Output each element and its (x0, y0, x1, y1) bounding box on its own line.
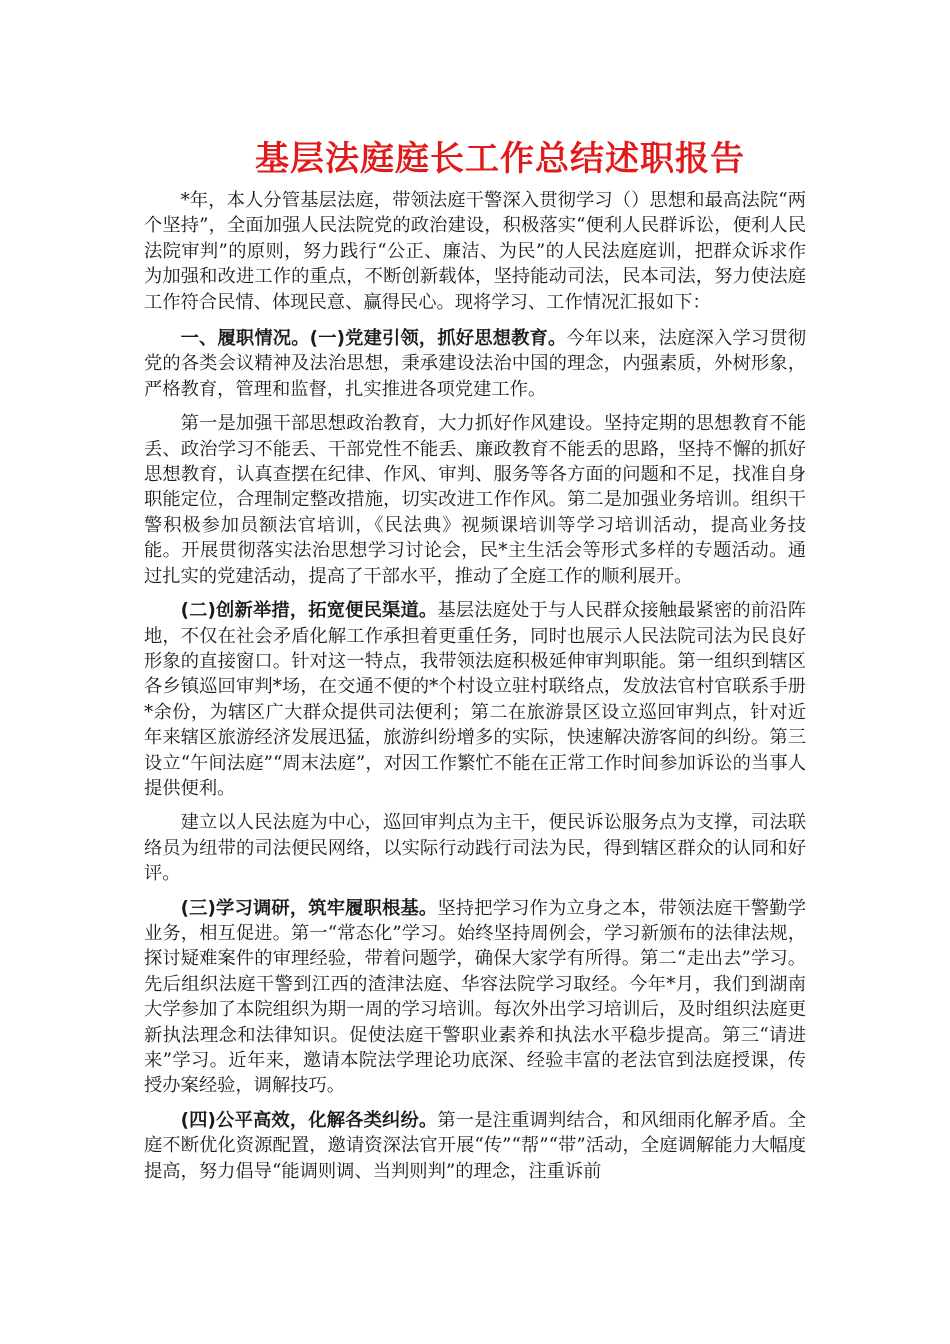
document-body (144, 188, 806, 1193)
paragraph-section-1-detail (144, 411, 806, 589)
paragraph-heading: (三)学习调研，筑牢履职根基。 (180, 897, 438, 919)
paragraph-heading: (二)创新举措，拓宽便民渠道。 (180, 600, 438, 622)
paragraph-heading: (四)公平高效，化解各类纠纷。 (180, 1109, 438, 1131)
paragraph-intro (144, 188, 806, 315)
document-title: 基层法庭庭长工作总结述职报告 (255, 139, 745, 179)
paragraph-text: 第一是注重调判结合，和风细雨化解矛盾。全庭不断优化资源配置，邀请资深法官开展“传”“帮”“带”活动，全庭调解能力大幅度提高，努力倡导“能调则调、当判则判”的理念，注重诉前 (144, 1109, 807, 1182)
paragraph-section-2-detail (144, 810, 806, 886)
paragraph-text: 基层法庭处于与人民群众接触最紧密的前沿阵地，不仅在社会矛盾化解工作承担着更重任务，同时也展示人民法院司法为民良好形象的直接窗口。针对这一特点，我带领法庭积极延伸审判职能。第一组织到辖区各乡镇巡回审判*场，在交通不便的*个村设立驻村联络点，发放法官村官联系手册*余份，为辖区广大群众提供司法便利；第二在旅游景区设立巡回审判点，针对近年来辖区旅游经济发展迅猛，旅游纠纷增多的实际，快速解决游客间的纠纷。第三设立“午间法庭”“周末法庭”，对因工作繁忙不能在正常工作时间参加诉讼的当事人提供便利。 (144, 600, 807, 799)
paragraph-text: 坚持把学习作为立身之本，带领法庭干警勤学业务，相互促进。第一“常态化”学习。始终坚持周例会，学习新颁布的法律法规，探讨疑难案件的审理经验，带着问题学，确保大家学有所得。第二“走出去”学习。先后组织法庭干警到江西的渣津法庭、华容法院学习取经。今年*月，我们到湖南大学参加了本院组织为期一周的学习培训。每次外出学习培训后，及时组织法庭更新执法理念和法律知识。促使法庭干警职业素养和执法水平稳步提高。第三“请进来”学习。近年来，邀请本院法学理论功底深、经验丰富的老法官到法庭授课，传授办案经验，调解技巧。 (144, 897, 807, 1097)
paragraph-section-1 (144, 326, 806, 402)
paragraph-text: *年，本人分管基层法庭，带领法庭干警深入贯彻学习（）思想和最高法院“两个坚持”，全面加强人民法院党的政治建设，积极落实“便利人民群诉讼，便利人民法院审判”的原则，努力践行“公正、廉洁、为民”的人民法庭庭训，把群众诉求作为加强和改进工作的重点，不断创新载体，坚持能动司法，民本司法，努力使法庭工作符合民情、体现民意、赢得民心。现将学习、工作情况汇报如下： (144, 190, 806, 313)
paragraph-section-3 (144, 896, 806, 1099)
paragraph-text: 第一是加强干部思想政治教育，大力抓好作风建设。坚持定期的思想教育不能丢、政治学习不能丢、干部党性不能丢、廉政教育不能丢的思路，坚持不懈的抓好思想教育，认真查摆在纪律、作风、审判、服务等各方面的问题和不足，找准自身职能定位，合理制定整改措施，切实改进工作作风。第二是加强业务培训。组织干警积极参加员额法官培训，《民法典》视频课培训等学习培训活动，提高业务技能。开展贯彻落实法治思想学习讨论会，民*主生活会等形式多样的专题活动。通过扎实的党建活动，提高了干部水平，推动了全庭工作的顺利展开。 (144, 413, 806, 587)
paragraph-text: 今年以来，法庭深入学习贯彻党的各类会议精神及法治思想，秉承建设法治中国的理念，内强素质，外树形象，严格教育，管理和监督，扎实推进各项党建工作。 (144, 328, 807, 400)
paragraph-heading: 一、履职情况。(一)党建引领，抓好思想教育。 (180, 328, 567, 350)
paragraph-section-4 (144, 1108, 806, 1184)
paragraph-text: 建立以人民法庭为中心，巡回审判点为主干，便民诉讼服务点为支撑，司法联络员为纽带的司法便民网络，以实际行动践行司法为民，得到辖区群众的认同和好评。 (144, 812, 806, 885)
paragraph-section-2 (144, 598, 806, 801)
